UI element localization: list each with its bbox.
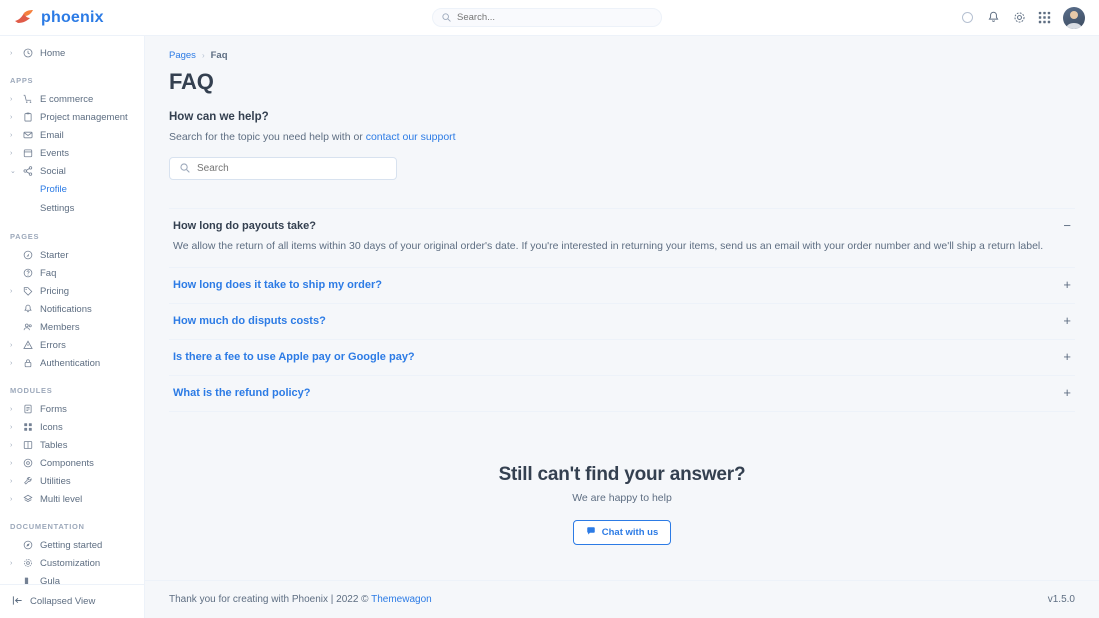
lock-icon	[22, 358, 34, 368]
help-heading: How can we help?	[169, 111, 269, 123]
faq-item	[169, 303, 1075, 339]
sidebar-item-errors[interactable]	[0, 336, 144, 354]
main-column	[145, 36, 1099, 618]
faq-question[interactable]: How long does it take to ship my order?	[173, 278, 383, 291]
sidebar-item-label: Getting started	[40, 539, 103, 551]
cta-title: Still can't find your answer?	[498, 463, 746, 485]
faq-answer: We allow the return of all items within 30 days of your original order's date. If you're interested in returning your items, send us an email with your order number and we'll ship a return label.	[173, 240, 1044, 252]
navbar-search[interactable]	[432, 8, 662, 27]
gear-icon[interactable]	[1012, 10, 1027, 25]
sidebar-item-label: Events	[40, 147, 70, 159]
footer-credit	[169, 594, 432, 605]
brand-name: phoenix	[41, 8, 104, 26]
sidebar-item-label: Utilities	[40, 475, 71, 487]
sidebar-item-starter[interactable]	[0, 246, 144, 264]
sidebar-item-label: Icons	[40, 421, 63, 433]
collapse-icon	[12, 595, 23, 609]
sidebar-subitem-settings[interactable]: Settings	[40, 203, 75, 214]
faq-item	[169, 267, 1075, 303]
cta-subtitle: We are happy to help	[572, 491, 672, 504]
collapsed-view-label: Collapsed View	[30, 596, 96, 607]
sidebar-item-label: Faq	[40, 267, 57, 279]
sidebar-item-faq[interactable]	[0, 264, 144, 282]
book-icon	[22, 576, 34, 584]
warning-icon	[22, 340, 34, 350]
components-icon	[22, 458, 34, 468]
question-icon	[22, 268, 34, 278]
sidebar-item-notifications[interactable]	[0, 300, 144, 318]
chat-with-us-button[interactable]	[573, 520, 671, 545]
form-icon	[22, 404, 34, 414]
sidebar-item-forms[interactable]	[0, 400, 144, 418]
sidebar-item-label: Social	[40, 165, 66, 177]
wrench-icon	[22, 476, 34, 486]
faq-collapse-icon[interactable]: −	[1063, 218, 1071, 233]
sidebar-item-gula[interactable]	[0, 572, 144, 584]
theme-toggle-icon[interactable]	[960, 10, 975, 25]
sidebar-item-customization[interactable]	[0, 554, 144, 572]
faq-question[interactable]: How much do disputs costs?	[173, 314, 326, 327]
chevron-right-icon: ›	[10, 131, 13, 139]
sidebar-item-e-commerce[interactable]	[0, 90, 144, 108]
sidebar-section-pages: PAGES	[10, 232, 40, 241]
page-footer	[145, 580, 1099, 618]
chevron-right-icon: ›	[10, 495, 13, 503]
chevron-right-icon: ›	[10, 405, 13, 413]
page-title: FAQ	[169, 69, 214, 94]
sidebar-item-label: E commerce	[40, 93, 94, 105]
bell-icon[interactable]	[986, 10, 1001, 25]
chat-bubble-icon	[586, 526, 596, 539]
gear-icon	[22, 558, 34, 568]
search-icon	[442, 10, 451, 25]
tag-icon	[22, 286, 34, 296]
faq-expand-icon[interactable]: +	[1063, 276, 1071, 292]
chevron-right-icon: ›	[10, 149, 13, 157]
chevron-right-icon: ›	[10, 113, 13, 121]
search-icon	[180, 161, 190, 176]
top-navbar	[0, 0, 1099, 36]
navbar-search-input[interactable]	[457, 12, 652, 23]
faq-accordion	[169, 208, 1075, 412]
sidebar-item-label: Forms	[40, 403, 67, 415]
sidebar-item-label: Notifications	[40, 303, 92, 315]
chevron-right-icon: ›	[10, 477, 13, 485]
chevron-right-icon: ›	[10, 459, 13, 467]
sidebar-item-label: Starter	[40, 249, 69, 261]
navbar-actions	[960, 7, 1085, 29]
sidebar-item-tables[interactable]	[0, 436, 144, 454]
breadcrumb	[169, 50, 1075, 61]
faq-expand-icon[interactable]: +	[1063, 348, 1071, 364]
cta-section	[169, 464, 1075, 545]
sidebar-section-modules: MODULES	[10, 386, 53, 395]
sidebar-item-pricing[interactable]	[0, 282, 144, 300]
calendar-icon	[22, 148, 34, 158]
sidebar-section-apps: APPS	[10, 76, 34, 85]
sidebar-item-label: Components	[40, 457, 94, 469]
chat-with-us-label: Chat with us	[601, 526, 659, 538]
themewagon-link[interactable]: Themewagon	[371, 594, 432, 605]
sidebar-item-label: Project management	[40, 111, 128, 123]
faq-item	[169, 339, 1075, 375]
grid-icon	[22, 422, 34, 432]
sidebar-item-events[interactable]	[0, 144, 144, 162]
chevron-down-icon: ⌄	[10, 167, 16, 175]
body	[0, 36, 1099, 618]
sidebar-item-label: Pricing	[40, 285, 70, 297]
brand-logo[interactable]	[14, 9, 134, 27]
faq-search-input[interactable]	[197, 163, 386, 174]
sidebar	[0, 36, 145, 618]
chevron-right-icon: ›	[10, 287, 13, 295]
chevron-right-icon: ›	[10, 49, 13, 57]
faq-item	[169, 375, 1075, 412]
sidebar-item-label: Errors	[40, 339, 66, 351]
cart-icon	[22, 94, 34, 104]
faq-item	[169, 208, 1075, 267]
sidebar-item-authentication[interactable]	[0, 354, 144, 372]
sidebar-item-components[interactable]	[0, 454, 144, 472]
sidebar-item-label: Multi level	[40, 493, 83, 505]
sidebar-item-project-management[interactable]	[0, 108, 144, 126]
breadcrumb-pages[interactable]: Pages	[169, 50, 196, 61]
chevron-right-icon: ›	[10, 359, 13, 367]
version-label: v1.5.0	[1047, 594, 1075, 605]
sidebar-item-getting-started[interactable]	[0, 536, 144, 554]
compass-icon	[22, 540, 34, 550]
breadcrumb-current: Faq	[210, 50, 228, 61]
breadcrumb-separator-icon: ›	[201, 51, 205, 60]
faq-expand-icon[interactable]: +	[1063, 312, 1071, 328]
sidebar-item-icons[interactable]	[0, 418, 144, 436]
help-subtext	[169, 131, 1075, 143]
chevron-right-icon: ›	[10, 95, 13, 103]
phoenix-bird-icon	[14, 9, 34, 27]
chevron-right-icon: ›	[10, 441, 13, 449]
clipboard-icon	[22, 112, 34, 122]
sidebar-item-label: Home	[40, 47, 66, 59]
avatar[interactable]	[1063, 7, 1085, 29]
envelope-icon	[22, 130, 34, 140]
grid-apps-icon[interactable]	[1037, 10, 1052, 25]
faq-expand-icon[interactable]: +	[1063, 384, 1071, 400]
sidebar-item-label: Authentication	[40, 357, 101, 369]
contact-support-link[interactable]: contact our support	[365, 131, 456, 143]
sidebar-section-documentation: DOCUMENTATION	[10, 522, 85, 531]
table-icon	[22, 440, 34, 450]
sidebar-item-members[interactable]	[0, 318, 144, 336]
sidebar-item-label: Members	[40, 321, 80, 333]
clock-icon	[22, 48, 34, 58]
sidebar-item-label: Gula	[40, 575, 61, 584]
sidebar-item-label: Customization	[40, 557, 101, 569]
faq-search[interactable]	[169, 157, 397, 180]
chevron-right-icon: ›	[10, 423, 13, 431]
faq-question[interactable]: What is the refund policy?	[173, 386, 311, 399]
sidebar-item-home[interactable]	[0, 44, 144, 62]
share-icon	[22, 166, 34, 176]
sidebar-item-multi-level[interactable]	[0, 490, 144, 508]
help-subtext-before: Search for the topic you need help with or	[169, 131, 366, 143]
chevron-right-icon: ›	[10, 341, 13, 349]
footer-text: Thank you for creating with Phoenix | 2022 ©	[169, 594, 372, 605]
chevron-right-icon: ›	[10, 559, 13, 567]
people-icon	[22, 322, 34, 332]
bell-icon	[22, 304, 34, 314]
sidebar-item-label: Tables	[40, 439, 68, 451]
layers-icon	[22, 494, 34, 504]
sidebar-item-social[interactable]	[0, 162, 144, 180]
sidebar-item-email[interactable]	[0, 126, 144, 144]
rocket-icon	[22, 250, 34, 260]
faq-question[interactable]: Is there a fee to use Apple pay or Google pay?	[173, 350, 415, 363]
collapsed-view-toggle[interactable]	[0, 584, 144, 618]
sidebar-subitem-profile[interactable]: Profile	[40, 184, 67, 195]
sidebar-item-label: Email	[40, 129, 64, 141]
main-content	[145, 36, 1099, 580]
faq-question[interactable]: How long do payouts take?	[173, 220, 317, 232]
sidebar-nav	[0, 36, 144, 584]
sidebar-item-utilities[interactable]	[0, 472, 144, 490]
navbar-search-container	[134, 8, 960, 27]
